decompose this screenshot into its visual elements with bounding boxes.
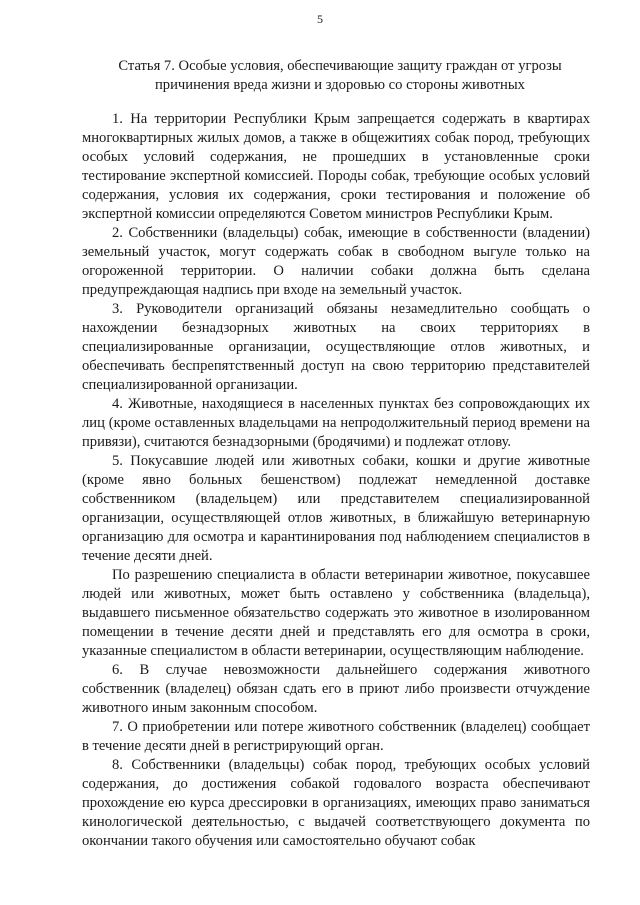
article-title-line: причинения вреда жизни и здоровью со стороны животных — [155, 77, 525, 93]
paragraph-8: 8. Собственники (владельцы) собак пород, требующих особых условий содержания, до достижения собакой годовалого возраста обеспечивают прохождение ею курса дрессировки в организациях, имеющих право заниматься кинологической деятельностью, с выдачей соответствующего документа по окончании такого обучения или самостоятельно обучают собак — [82, 757, 590, 849]
article-title — [100, 57, 580, 95]
paragraph-4: 4. Животные, находящиеся в населенных пунктах без сопровождающих их лиц (кроме оставленных владельцами на непродолжительный период времени на привязи), считаются безнадзорными (бродячими) и подлежат отлову. — [82, 396, 590, 450]
paragraph-5: 5. Покусавшие людей или животных собаки, кошки и другие животные (кроме явно больных бешенством) подлежат немедленной доставке собственником (владельцем) или представителем специализированной организации, осуществляющей отлов животных, в ближайшую ветеринарную организацию для осмотра и карантинирования под наблюдением специалистов в течение десяти дней. — [82, 453, 590, 564]
paragraph-2: 2. Собственники (владельцы) собак, имеющие в собственности (владении) земельный участок, могут содержать собак в свободном выгуле только на огороженной территории. О наличии собаки должна быть сделана предупреждающая надпись при входе на земельный участок. — [82, 225, 590, 298]
page-number: 5 — [317, 12, 323, 26]
article-title-line: Статья 7. Особые условия, обеспечивающие защиту граждан от угрозы — [118, 58, 562, 74]
paragraph-5-continued: По разрешению специалиста в области ветеринарии животное, покусавшее людей или животных, может быть оставлено у собственника (владельца), выдавшего письменное обязательство содержать это животное в изолированном помещении в течение десяти дней и представлять его для осмотра в сроки, указанные специалистом в области ветеринарии, осуществляющим наблюдение. — [82, 567, 590, 659]
paragraph-7: 7. О приобретении или потере животного собственник (владелец) сообщает в течение десяти дней в регистрирующий орган. — [82, 719, 590, 754]
paragraph-6: 6. В случае невозможности дальнейшего содержания животного собственник (владелец) обязан сдать его в приют либо произвести отчуждение животного иным законным способом. — [82, 662, 590, 716]
article-body — [82, 110, 590, 851]
paragraph-3: 3. Руководители организаций обязаны незамедлительно сообщать о нахождении безнадзорных животных на своих территориях в специализированные организации, осуществляющие отлов животных, и обеспечивать беспрепятственный доступ на свою территорию представителей специализированной организации. — [82, 301, 590, 393]
paragraph-1: 1. На территории Республики Крым запрещается содержать в квартирах многоквартирных жилых домов, а также в общежитиях собак пород, требующих особых условий содержания, не прошедших в установленные сроки тестирование экспертной комиссией. Породы собак, требующие особых условий содержания, условия их содержания, сроки тестирования и положение об экспертной комиссии определяются Советом министров Республики Крым. — [82, 111, 590, 222]
